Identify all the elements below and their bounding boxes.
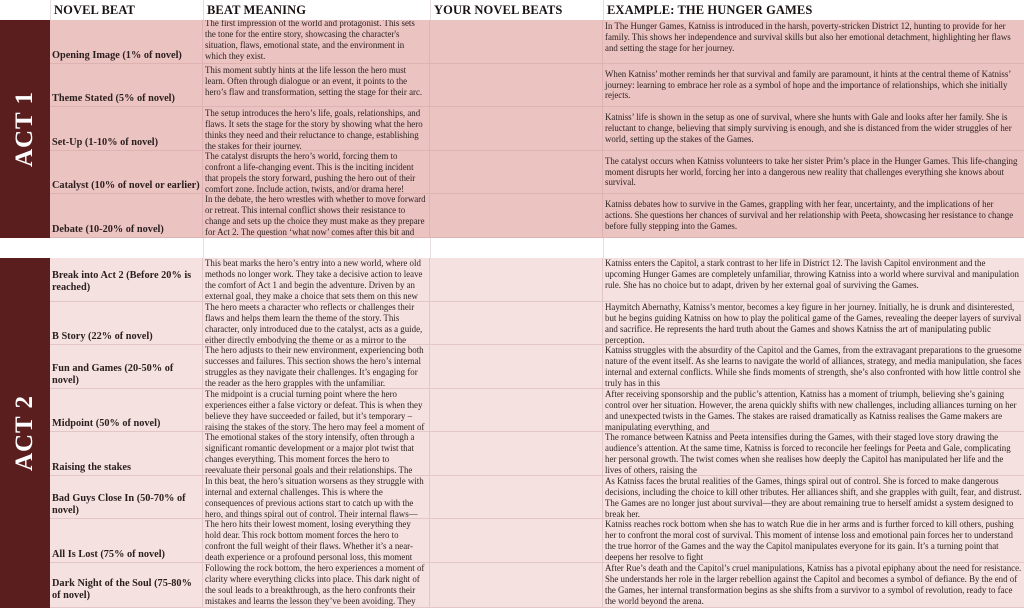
meaning-text: In the debate, the hero wrestles with whether to move forward or retreat. This internal conflict shows their resistance to change and sets up the choice they must make as they prepare for Act 2. The question ‘what now’ comes after this bit and <box>205 194 426 237</box>
header-your-novel-beats: YOUR NOVEL BEATS <box>434 3 563 17</box>
table-row <box>50 258 1024 302</box>
beat-cell[interactable]: All Is Lost (75% of novel) <box>50 519 203 562</box>
meaning-text: This beat marks the hero’s entry into a new world, where old methods no longer work. They take a decisive action to leave the comfort of Act 1 and begin the adventure. Driven by an external goal, they make a choice that sets them on this new <box>205 258 423 301</box>
your-beat-input[interactable] <box>430 302 603 344</box>
example-text: When Katniss’ mother reminds her that survival and family are paramount, it hints at the central theme of Katniss’ journey: learning to embrace her role as a symbol of hope and the importance of relationships, which she initially rejects. <box>605 68 1011 101</box>
blank-row <box>0 238 1024 258</box>
example-text: After receiving sponsorship and the public’s attention, Katniss has a moment of triumph, believing she’s gaining control over her situation. However, the arena quickly shifts with new challenges, including alliances turning on her and unexpected twists in the Games. The stakes are raised dramatically as Katniss realises the Game makers are manipulating everything, and <box>605 389 1017 431</box>
example-text: Katniss struggles with the absurdity of the Capitol and the Games, from the extravagant preparations to the gruesome nature of the event itself. As she learns to navigate the world of alliances, strategy, and media manipulation, she faces internal and external conflicts. While she finds moments of strength, she’s also confronted with how little control she truly has in this <box>605 345 1022 388</box>
example-text: Katniss reaches rock bottom when she has to watch Rue die in her arms and is further forced to kill others, pushing her to confront the moral cost of survival. This moment of intense loss and emotional pain forces her to understand the true horror of the Games and the way the Capitol manipulates everyone for its gain. It’s a turning point that deepens her resolve to fight <box>605 519 1014 562</box>
act-1-band <box>0 20 50 238</box>
meaning-text: The setup introduces the hero’s life, goals, relationships, and flaws. It sets the stage for the story by showing what the hero thinks they need and their reluctance to change, establishing the stakes for their journey. <box>205 108 423 150</box>
example-text: The romance between Katniss and Peeta intensifies during the Games, with their staged love story drawing the audience’s attention. At the same time, Katniss is forced to reconcile her feelings for Peeta and Gale, complicating her personal growth. The twist comes when she realises how deeply the Capitol has manipulated her life and the lives of others, raising the <box>605 432 1011 475</box>
meaning-text: The hero hits their lowest moment, losing everything they hold dear. This rock bottom moment forces the hero to confront the full weight of their flaws. Whether it’s a near-death experience or a profound personal loss, this moment <box>205 519 413 562</box>
beat-cell[interactable]: Midpoint (50% of novel) <box>50 389 203 431</box>
meaning-text: Following the rock bottom, the hero experiences a moment of clarity where everything clicks into place. This dark night of the soul leads to a breakthrough, as the hero confronts their mistakes and learns the lesson they’ve been avoiding. They <box>205 563 425 606</box>
example-cell[interactable] <box>603 519 1024 562</box>
your-beat-input[interactable] <box>430 345 603 388</box>
meaning-cell[interactable] <box>203 389 430 431</box>
meaning-cell[interactable] <box>203 345 430 388</box>
example-text: Haymitch Abernathy, Katniss’s mentor, becomes a key figure in her journey. Initially, he is drunk and disinterested, but he begins guiding Katniss on how to play the political game of the Games, revealing the deeper layers of survival and sacrifice. He represents the hard truth about the Games and shows Katniss the art of manipulating public perception. <box>605 302 1022 344</box>
grid-line <box>430 238 431 258</box>
meaning-text: In this beat, the hero’s situation worsens as they struggle with internal and external challenges. This is where the consequences of previous actions start to catch up with the hero, and things spiral out of control. Their internal flaws— <box>205 476 424 518</box>
beat-cell[interactable]: Raising the stakes <box>50 432 203 475</box>
meaning-cell[interactable] <box>203 151 430 193</box>
example-text: Katniss debates how to survive in the Games, grappling with her fear, uncertainty, and the implications of her actions. She questions her chances of survival and her relationship with Peeta, showcasing her resistance to change before fully stepping into the Games. <box>605 199 1014 231</box>
beat-cell[interactable]: Fun and Games (20-50% of novel) <box>50 345 203 388</box>
your-beat-input[interactable] <box>430 432 603 475</box>
your-beat-input[interactable] <box>430 64 603 106</box>
your-beat-input[interactable] <box>430 151 603 193</box>
table-row <box>50 432 1024 476</box>
beat-cell[interactable]: Debate (10-20% of novel) <box>50 194 203 237</box>
table-row <box>50 107 1024 151</box>
meaning-cell[interactable] <box>203 302 430 344</box>
beat-cell[interactable]: Bad Guys Close In (50-70% of novel) <box>50 476 203 518</box>
meaning-cell[interactable] <box>203 476 430 518</box>
beat-cell[interactable]: Opening Image (1% of novel) <box>50 20 203 63</box>
meaning-text: The catalyst disrupts the hero’s world, forcing them to confront a life-changing event. This is the inciting incident that propels the story forward, pushing the hero out of their comfort zone. Include action, twists, and/or drama here! <box>205 151 416 193</box>
your-beat-input[interactable] <box>430 258 603 301</box>
table-row <box>50 194 1024 238</box>
example-cell[interactable] <box>603 20 1024 63</box>
header-beat-meaning: BEAT MEANING <box>207 3 307 17</box>
example-cell[interactable] <box>603 345 1024 388</box>
header-act <box>0 0 50 20</box>
meaning-text: The emotional stakes of the story intensify, often through a significant romantic development or a major plot twist that changes everything. This moment forces the hero to reevaluate their personal goals and their relationships. The <box>205 432 415 475</box>
meaning-cell[interactable] <box>203 432 430 475</box>
table-row <box>50 519 1024 563</box>
example-cell[interactable] <box>603 432 1024 475</box>
example-text: Katniss enters the Capitol, a stark contrast to her life in District 12. The lavish Capitol environment and the upcoming Hunger Games are completely unfamiliar, throwing Katniss into a world where survival and manipulation rule. She has no choice but to adapt, driven by her external goal of surviving the Games. <box>605 258 1019 290</box>
example-text: In The Hunger Games, Katniss is introduced in the harsh, poverty-stricken District 12, hunting to provide for her family. This shows her independence and survival skills but also her emotional detachment, highlighting her flaws and setting the stage for her journey. <box>605 21 1011 53</box>
beat-cell[interactable]: Break into Act 2 (Before 20% is reached) <box>50 258 203 301</box>
meaning-cell[interactable] <box>203 194 430 237</box>
grid-line <box>603 238 604 258</box>
beat-cell[interactable]: Set-Up (1-10% of novel) <box>50 107 203 150</box>
table-row <box>50 563 1024 608</box>
table-row <box>50 345 1024 389</box>
header-example: EXAMPLE: THE HUNGER GAMES <box>607 3 813 17</box>
example-text: Katniss’ life is shown in the setup as one of survival, where she hunts with Gale and looks after her family. She is reluctant to change, believing that simply surviving is enough, and she is distanced from the wider struggles of her world, setting up the stakes of the Games. <box>605 112 1012 144</box>
example-cell[interactable] <box>603 258 1024 301</box>
grid-line <box>203 238 204 258</box>
table-row <box>50 151 1024 194</box>
example-text: After Rue’s death and the Capitol’s cruel manipulations, Katniss has a pivotal epiphany about the need for resistance. She understands her role in the larger rebellion against the Capitol and becomes a symbol of defiance. By the end of the Games, her internal transformation begins as she shifts from a survivor to a symbol of revolution, ready to face the world beyond the arena. <box>605 563 1022 606</box>
table-row <box>50 64 1024 107</box>
grid-line <box>430 0 431 20</box>
example-text: The catalyst occurs when Katniss volunteers to take her sister Prim’s place in the Hunger Games. This life-changing moment disrupts her world, forcing her into a dangerous new reality that challenges everything she knows about survival. <box>605 155 1018 188</box>
table-row <box>50 302 1024 345</box>
table-row <box>50 20 1024 64</box>
table-row <box>50 389 1024 432</box>
header-novel-beat: NOVEL BEAT <box>54 3 135 17</box>
example-cell[interactable] <box>603 151 1024 193</box>
your-beat-input[interactable] <box>430 389 603 431</box>
example-cell[interactable] <box>603 389 1024 431</box>
meaning-text: The first impression of the world and protagonist. This sets the tone for the entire story, showcasing the character's situation, flaws, emotional state, and the environment in which they exist. <box>205 20 415 62</box>
example-cell[interactable] <box>603 302 1024 344</box>
act-1-label: ACT 1 <box>11 90 38 168</box>
meaning-cell[interactable] <box>203 64 430 106</box>
your-beat-input[interactable] <box>430 563 603 607</box>
meaning-cell[interactable] <box>203 563 430 607</box>
meaning-text: The midpoint is a crucial turning point where the hero experiences either a false victory or defeat. This is when they believe they have succeeded or failed, but it’s temporary – raising the stakes of the story. The hero may feel a moment of <box>205 389 425 431</box>
your-beat-input[interactable] <box>430 107 603 150</box>
meaning-text: This moment subtly hints at the life lesson the hero must learn. Often through dialogue or an event, it points to the hero’s flaw and transformation, setting the stage for their arc. <box>205 65 423 97</box>
beat-cell[interactable]: Theme Stated (5% of novel) <box>50 64 203 106</box>
your-beat-input[interactable] <box>430 20 603 63</box>
meaning-cell[interactable] <box>203 20 430 63</box>
beat-cell[interactable]: Dark Night of the Soul (75-80% of novel) <box>50 563 203 607</box>
example-cell[interactable] <box>603 64 1024 106</box>
example-cell[interactable] <box>603 194 1024 237</box>
act-2-label: ACT 2 <box>11 394 38 472</box>
meaning-cell[interactable] <box>203 258 430 301</box>
table-row <box>50 476 1024 519</box>
your-beat-input[interactable] <box>430 519 603 562</box>
act-2-band <box>0 258 50 608</box>
grid-line <box>203 0 204 20</box>
example-cell[interactable] <box>603 476 1024 518</box>
meaning-cell[interactable] <box>203 107 430 150</box>
beat-cell[interactable]: B Story (22% of novel) <box>50 302 203 344</box>
example-cell[interactable] <box>603 563 1024 607</box>
your-beat-input[interactable] <box>430 476 603 518</box>
example-cell[interactable] <box>603 107 1024 150</box>
beat-cell[interactable]: Catalyst (10% of novel or earlier) <box>50 151 203 193</box>
example-text: As Katniss faces the brutal realities of the Games, things spiral out of control. She is forced to make dangerous decisions, including the choice to kill other tributes. Her alliances shift, and she grapples with guilt, fear, and distrust. The Games are no longer just about survival—they are about remaining true to herself amidst a system designed to break her. <box>605 476 1022 518</box>
grid-line <box>50 0 51 20</box>
grid-line <box>603 0 604 20</box>
your-beat-input[interactable] <box>430 194 603 237</box>
meaning-text: The hero adjusts to their new environment, experiencing both successes and failures. This section shows the hero’s internal struggles as they navigate their challenges. It’s engaging for the reader as the hero grapples with the unfamiliar. <box>205 345 424 388</box>
meaning-cell[interactable] <box>203 519 430 562</box>
meaning-text: The hero meets a character who reflects or challenges their flaws and helps them learn the theme of the story. This character, only introduced due to the catalyst, acts as a guide, either directly embodying the theme or as a mirror to the <box>205 302 423 344</box>
